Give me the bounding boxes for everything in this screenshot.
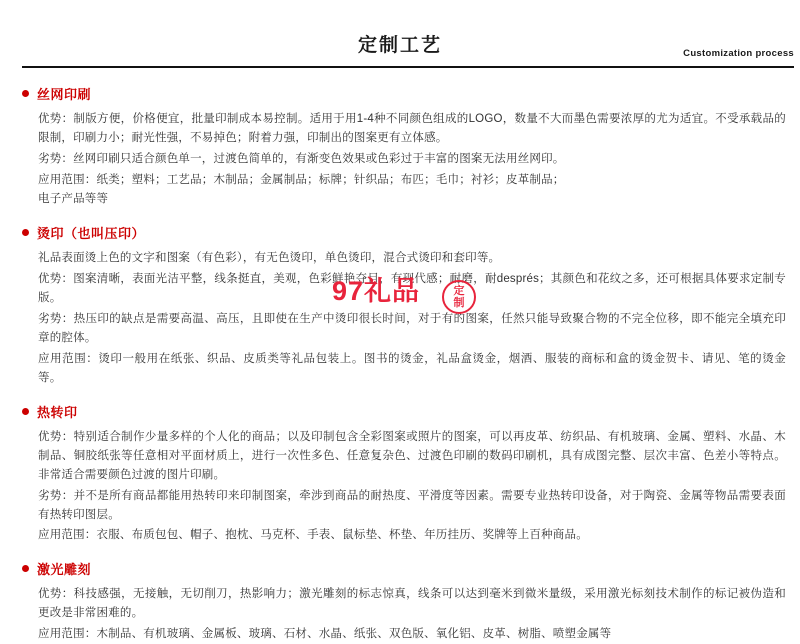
bullet-icon [22, 90, 29, 97]
section-laser-engraving [22, 559, 786, 644]
section-silkscreen [22, 84, 786, 209]
content-body [0, 72, 800, 644]
section-heading [22, 402, 786, 421]
bullet-icon [22, 229, 29, 236]
page-title: 定制工艺 [357, 35, 442, 56]
section-title: 烫印（也叫压印） [37, 225, 146, 241]
section-paragraph: 优势：制版方便，价格便宜，批量印制成本易控制。适用于用1-4种不同颜色组成的LOGO，数量不大而墨色需要浓厚的尤为适宜。不受承载品的限制，印刷力小；耐光性强，不易掉色；附着力强，印制出的图案更有立体感。 [38, 113, 786, 144]
watermark-text: 97礼品 [332, 276, 421, 306]
section-paragraph: 优势：特别适合制作少量多样的个人化的商品；以及印制包含全彩图案或照片的图案，可以再皮革、纺织品、有机玻璃、金属、塑料、水晶、木制品、铜胶纸张等任意相对平面材质上，进行一次性多色、任意复杂色、过渡色印刷的数码印刷机，具有成图完整、层次丰富、色差小等特点。非常适合需要颜色过渡的图片印刷。 [38, 430, 786, 481]
section-heading [22, 84, 786, 103]
header-divider [22, 66, 794, 68]
section-title: 丝网印刷 [37, 87, 92, 102]
section-paragraph: 劣势：热压印的缺点是需要高温、高压，且即使在生产中烫印很长时间，对于有的图案，任然只能导致聚合物的不完全位移，即不能完全填充印章的腔体。 [38, 312, 786, 344]
section-title: 热转印 [37, 404, 78, 420]
section-heading [22, 223, 786, 242]
section-paragraph: 电子产品等等 [38, 192, 109, 205]
section-paragraph: 优势：科技感强，无接触，无切削刀，热影响力；激光雕刻的标志惊真，线条可以达到毫米到微米量级，采用激光标刻技术制作的标记被伪造和更改是非常困难的。 [38, 588, 786, 620]
section-heat-transfer [22, 402, 786, 546]
bullet-icon [22, 408, 29, 415]
section-paragraph: 应用范围：衣服、布质包包、帽子、抱枕、马克杯、手表、鼠标垫、杯垫、年历挂历、奖牌等上百种商品。 [38, 529, 588, 542]
bullet-icon [22, 565, 29, 572]
watermark-badge-line1: 定 [453, 285, 465, 297]
page-subtitle: Customization process [683, 48, 794, 59]
section-paragraph: 劣势：并不是所有商品都能用热转印来印制图案，牵涉到商品的耐热度、平滑度等因素。需要专业热转印设备，对于陶瓷、金属等物品需要表面有热转印图层。 [38, 489, 786, 521]
section-paragraph: 应用范围：木制品、有机玻璃、金属板、玻璃、石材、水晶、纸张、双色版、氧化铝、皮革、树脂、喷塑金属等 [38, 628, 612, 641]
section-paragraph: 礼品表面烫上色的文字和图案（有色彩），有无色烫印，单色烫印，混合式烫印和套印等。 [38, 251, 501, 264]
section-heading [22, 559, 786, 578]
section-paragraph: 应用范围：纸类；塑料；工艺品；木制品；金属制品；标牌；针织品；布匹；毛巾；衬衫；皮革制品； [38, 173, 565, 186]
page-header [0, 0, 800, 72]
section-hot-stamping [22, 223, 786, 388]
section-title: 激光雕刻 [37, 562, 92, 578]
watermark-badge-line2: 制 [453, 296, 465, 309]
section-paragraph: 劣势：丝网印刷只适合颜色单一，过渡色简单的，有渐变色效果或色彩过于丰富的图案无法用丝网印。 [38, 152, 565, 165]
section-paragraph: 应用范围：烫印一般用在纸张、织品、皮质类等礼品包装上。图书的烫金，礼品盒烫金，烟酒、服装的商标和盒的烫金贺卡、请见、笔的烫金等。 [38, 352, 786, 384]
section-paragraph: 优势：图案清晰，表面光洁平整，线条挺直，美观，色彩鲜艳夺目，有现代感；耐磨，耐després；其颜色和花纹之多，还可根据具体要求定制专版。 [38, 272, 786, 304]
